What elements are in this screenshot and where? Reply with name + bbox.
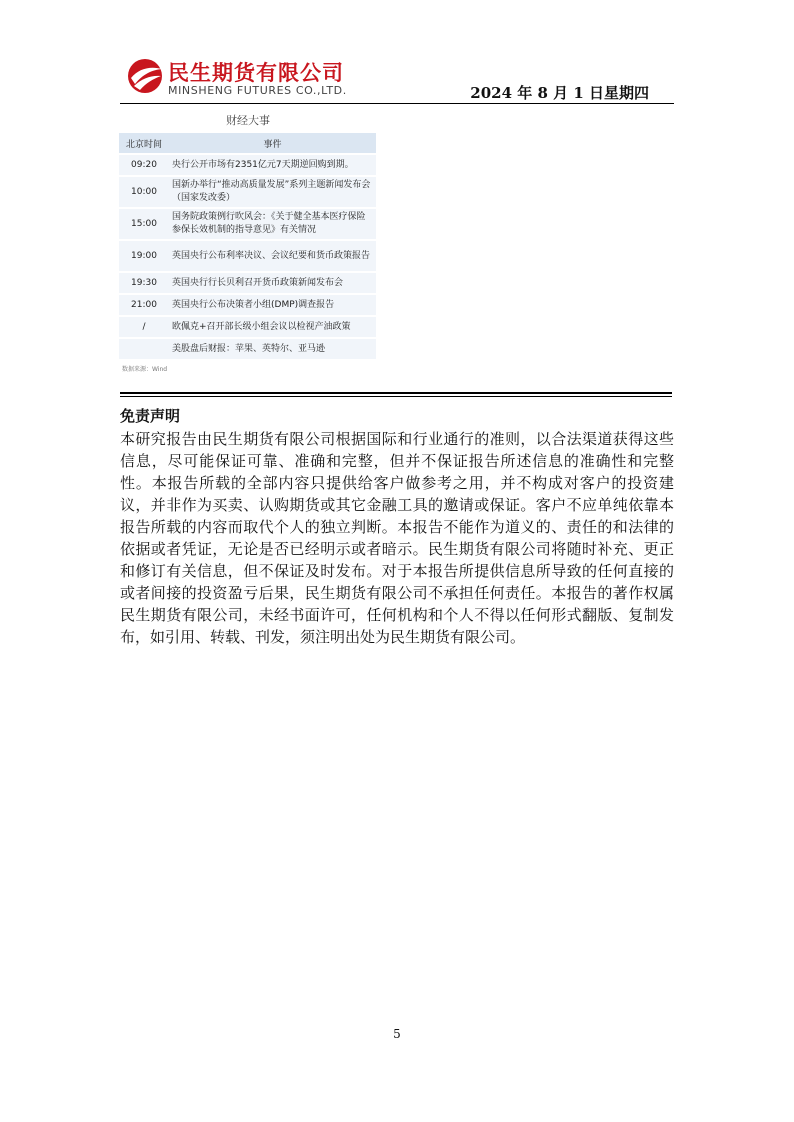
company-name-cn: 民生期货有限公司: [168, 61, 344, 85]
report-date: 2024 年 8 月 1 日星期四: [470, 84, 649, 102]
column-header-time: 北京时间: [119, 133, 169, 153]
minsheng-logo-icon: [125, 56, 165, 96]
event-text: 英国央行公布利率决议、会议纪要和货币政策报告: [169, 241, 376, 271]
company-name-en: MINSHENG FUTURES CO.,LTD.: [168, 84, 347, 97]
table-row: [119, 273, 376, 293]
event-time: 19:00: [119, 241, 169, 271]
calendar-table: [119, 131, 376, 361]
event-text: 欧佩克+召开部长级小组会议以检视产油政策: [169, 317, 376, 337]
table-row: [119, 177, 376, 207]
disclaimer-body: 本研究报告由民生期货有限公司根据国际和行业通行的准则，以合法渠道获得这些信息，尽可能保证可靠、准确和完整，但并不保证报告所述信息的准确性和完整性。本报告所载的全部内容只提供给客户做参考之用，并不构成对客户的投资建议，并非作为买卖、认购期货或其它金融工具的邀请或保证。客户不应单纯依靠本报告所载的内容而取代个人的独立判断。本报告不能作为道义的、责任的和法律的依据或者凭证，无论是否已经明示或者暗示。民生期货有限公司将随时补充、更正和修订有关信息，但不保证及时发布。对于本报告所提供信息所导致的任何直接的或者间接的投资盈亏后果，民生期货有限公司不承担任何责任。本报告的著作权属民生期货有限公司，未经书面许可，任何机构和个人不得以任何形式翻版、复制发布，如引用、转载、刊发，须注明出处为民生期货有限公司。: [120, 430, 674, 646]
table-row: [119, 209, 376, 239]
event-text: 美股盘后财报：苹果、英特尔、亚马逊: [169, 339, 376, 359]
table-row: [119, 155, 376, 175]
table-row: [119, 317, 376, 337]
event-text: 国新办举行“推动高质量发展”系列主题新闻发布会（国家发改委）: [169, 177, 376, 207]
page-number: 5: [393, 1027, 401, 1041]
event-time: 15:00: [119, 209, 169, 239]
data-source-note: 数据来源：Wind: [122, 366, 168, 373]
table-row: [119, 241, 376, 271]
calendar-title: 财经大事: [226, 114, 270, 127]
event-text: 英国央行行长贝利召开货币政策新闻发布会: [169, 273, 376, 293]
disclaimer-title: 免责声明: [120, 407, 181, 425]
table-row: [119, 339, 376, 359]
event-text: 国务院政策例行吹风会：《关于健全基本医疗保险参保长效机制的指导意见》有关情况: [169, 209, 376, 239]
event-text: 英国央行公布决策者小组(DMP)调查报告: [169, 295, 376, 315]
table-header-row: [119, 133, 376, 153]
event-time: 09:20: [119, 155, 169, 175]
event-time: [119, 339, 169, 359]
section-divider-thick: [120, 392, 672, 394]
table-row: [119, 295, 376, 315]
header-divider: [120, 103, 674, 104]
event-time: /: [119, 317, 169, 337]
event-time: 19:30: [119, 273, 169, 293]
section-divider-thin: [120, 396, 672, 397]
event-text: 央行公开市场有2351亿元7天期逆回购到期。: [169, 155, 376, 175]
event-time: 10:00: [119, 177, 169, 207]
event-time: 21:00: [119, 295, 169, 315]
column-header-event: 事件: [169, 133, 376, 153]
